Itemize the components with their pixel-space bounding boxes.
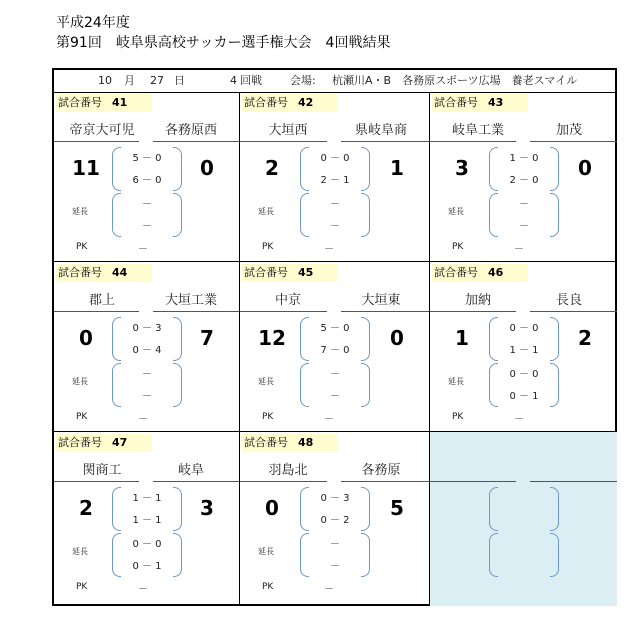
extra-time-bracket [112,363,182,407]
match-number-value: 47 [112,436,128,449]
team-b-underline [341,141,429,142]
match-number-value: 45 [298,266,314,279]
team-b-name: 県岐阜商 [354,123,407,138]
first-half-score: 5 － 0 [132,153,162,164]
first-half-score: 0 － 0 [320,153,350,164]
extra-first-score: － [519,199,529,210]
team-a-score: 2 [265,156,279,180]
first-half-score: 5 － 0 [320,323,350,334]
first-half-score: 0 － 3 [132,323,162,334]
extra-time-bracket [300,363,370,407]
match-number [432,264,528,282]
extra-first-score: － [330,369,340,380]
team-a-score: 11 [72,156,100,180]
team-a-name: 関商工 [82,463,122,478]
team-b-underline [153,481,239,482]
header-round-num: 4 [230,74,237,87]
extra-second-score: － [142,391,152,402]
match-number-value: 42 [298,96,314,109]
extra-time-label: 延長 [72,207,88,216]
extra-first-score: 0 － 0 [509,369,539,380]
match-number [56,94,152,112]
bracket-left-icon [489,533,498,577]
first-half-score: 0 － 0 [509,323,539,334]
regular-time-bracket [112,147,182,191]
extra-second-score: 0 － 1 [509,391,539,402]
header-day: 27 [150,74,164,87]
match-card-42 [240,92,430,262]
match-number-label: 試合番号 [434,266,478,279]
match-card-47 [54,432,240,606]
second-half-score: 7 － 0 [320,345,350,356]
extra-time-bracket [300,193,370,237]
pk-score: － [138,414,148,425]
pk-label: PK [76,412,88,422]
team-b-score: 0 [578,156,592,180]
team-b-name: 大垣東 [361,293,401,308]
team-a-underline [54,481,139,482]
extra-first-score: 0 － 0 [132,539,162,550]
team-b-score: 0 [390,326,404,350]
match-card-empty [430,432,617,606]
team-a-name: 羽島北 [268,463,308,478]
pk-label: PK [452,242,464,252]
team-a-underline [430,311,516,312]
extra-time-label: 延長 [72,377,88,386]
regular-time-bracket [300,487,370,531]
regular-time-bracket [112,317,182,361]
second-half-score: 6 － 0 [132,175,162,186]
pk-label: PK [262,242,274,252]
regular-time-bracket [300,317,370,361]
bracket-right-icon [550,487,559,531]
header-round-label: 回戦 [240,74,262,87]
team-b-name: 長良 [555,293,582,308]
team-b-score: 7 [200,326,214,350]
bracket-right-icon [550,533,559,577]
results-sheet [52,68,617,606]
extra-time-label: 延長 [258,207,274,216]
match-number-label: 試合番号 [434,96,478,109]
team-a-score: 12 [258,326,286,350]
extra-time-bracket [112,193,182,237]
match-card-48 [240,432,430,606]
team-a-underline [430,481,516,482]
team-b-score: 1 [390,156,404,180]
extra-first-score: － [142,199,152,210]
match-number-value: 43 [488,96,504,109]
pk-score: － [324,584,334,595]
team-b-name: 各務原西 [164,123,217,138]
extra-time-bracket [489,533,559,577]
team-a-underline [240,481,327,482]
header-month: 10 [98,74,112,87]
match-number-value: 44 [112,266,128,279]
match-card-46 [430,262,617,432]
team-a-name: 加納 [464,293,491,308]
match-number [242,264,338,282]
team-a-score: 2 [79,496,93,520]
second-half-score: 2 － 1 [320,175,350,186]
regular-time-bracket [300,147,370,191]
team-b-name: 大垣工業 [164,293,217,308]
title-tournament: 第91回 岐阜県高校サッカー選手権大会 4回戦結果 [56,35,391,51]
team-a-name: 帝京大可児 [69,123,135,138]
extra-time-bracket [112,533,182,577]
extra-time-bracket [300,533,370,577]
team-a-name: 岐阜工業 [451,123,504,138]
pk-label: PK [262,582,274,592]
team-a-name: 大垣西 [268,123,308,138]
team-b-underline [341,481,429,482]
extra-second-score: 0 － 1 [132,561,162,572]
team-b-underline [530,311,618,312]
match-card-44 [54,262,240,432]
team-b-underline [341,311,429,312]
pk-label: PK [76,582,88,592]
team-b-name: 岐阜 [177,463,204,478]
second-half-score: 1 － 1 [132,515,162,526]
extra-second-score: － [330,391,340,402]
pk-label: PK [452,412,464,422]
regular-time-bracket [489,147,559,191]
match-number-label: 試合番号 [58,436,102,449]
team-a-underline [240,311,327,312]
team-a-underline [54,311,139,312]
team-a-score: 3 [455,156,469,180]
match-number-label: 試合番号 [244,96,288,109]
team-a-score: 0 [79,326,93,350]
first-half-score: 1 － 1 [132,493,162,504]
header-day-label: 日 [174,74,185,87]
extra-second-score: － [330,221,340,232]
team-a-score: 1 [455,326,469,350]
pk-label: PK [262,412,274,422]
bracket-left-icon [489,487,498,531]
team-a-underline [240,141,327,142]
header-venue-label: 会場: [290,74,316,87]
match-number-value: 41 [112,96,128,109]
team-b-name: 各務原 [361,463,401,478]
title-year: 平成24年度 [56,15,130,31]
extra-time-label: 延長 [72,547,88,556]
extra-first-score: － [330,199,340,210]
match-card-43 [430,92,617,262]
pk-score: － [138,584,148,595]
pk-score: － [514,244,524,255]
match-card-41 [54,92,240,262]
pk-score: － [514,414,524,425]
match-number-value: 48 [298,436,314,449]
match-number [56,264,152,282]
header-venues: 杭瀬川A・B 各務原スポーツ広場 養老スマイル [332,74,578,87]
match-number [432,94,528,112]
match-number-label: 試合番号 [244,436,288,449]
date-venue-header [54,70,615,93]
first-half-score: 0 － 3 [320,493,350,504]
second-half-score: 0 － 2 [320,515,350,526]
team-b-underline [530,481,618,482]
team-b-underline [530,141,618,142]
header-month-label: 月 [124,74,135,87]
team-a-underline [430,141,516,142]
team-b-underline [153,311,239,312]
team-b-score: 5 [390,496,404,520]
match-number [242,94,338,112]
second-half-score: 2 － 0 [509,175,539,186]
team-b-name: 加茂 [555,123,582,138]
team-b-score: 3 [200,496,214,520]
team-b-score: 2 [578,326,592,350]
match-number-label: 試合番号 [58,266,102,279]
extra-time-label: 延長 [448,377,464,386]
extra-first-score: － [330,539,340,550]
pk-score: － [138,244,148,255]
team-a-score: 0 [265,496,279,520]
extra-time-label: 延長 [258,377,274,386]
match-number [56,434,152,452]
second-half-score: 0 － 4 [132,345,162,356]
extra-second-score: － [142,221,152,232]
regular-time-bracket [112,487,182,531]
extra-time-bracket [489,193,559,237]
extra-time-label: 延長 [258,547,274,556]
extra-time-label: 延長 [448,207,464,216]
team-a-underline [54,141,139,142]
extra-time-bracket [489,363,559,407]
match-number [242,434,338,452]
match-number-label: 試合番号 [244,266,288,279]
pk-score: － [324,414,334,425]
pk-label: PK [76,242,88,252]
first-half-score: 1 － 0 [509,153,539,164]
team-b-underline [153,141,239,142]
match-card-45 [240,262,430,432]
extra-first-score: － [142,369,152,380]
second-half-score: 1 － 1 [509,345,539,356]
regular-time-bracket [489,317,559,361]
extra-second-score: － [330,561,340,572]
extra-second-score: － [519,221,529,232]
match-number-value: 46 [488,266,504,279]
team-a-name: 郡上 [88,293,115,308]
regular-time-bracket [489,487,559,531]
team-b-score: 0 [200,156,214,180]
pk-score: － [324,244,334,255]
match-number-label: 試合番号 [58,96,102,109]
team-a-name: 中京 [274,293,301,308]
